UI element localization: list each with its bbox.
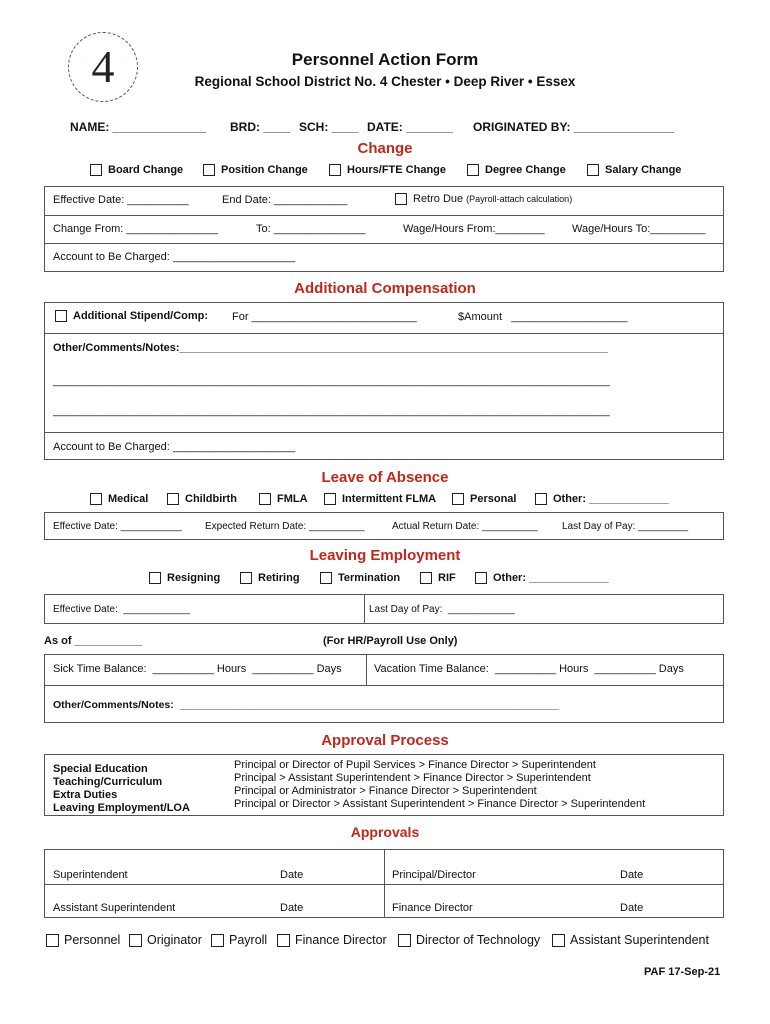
superintendent-signature[interactable]: Superintendent [53,869,128,881]
brd-field[interactable]: BRD: ____ [230,120,291,134]
leave-other-option[interactable]: Other: _____________ [535,493,669,505]
checkbox-icon[interactable] [329,164,341,176]
divider [44,243,724,244]
checkbox-icon[interactable] [129,934,142,947]
leaving-effective-date-field[interactable]: Effective Date: ____________ [53,604,191,615]
wage-hours-to-field[interactable]: Wage/Hours To:_________ [572,223,706,235]
divider [384,849,385,918]
checkbox-icon[interactable] [55,310,67,322]
form-title: Personnel Action Form [291,50,479,69]
fmla-option[interactable]: FMLA [259,493,308,505]
table-row: Teaching/Curriculum Principal > Assistant Superintendent > Finance Director > Superintendent [53,772,591,788]
board-change-option[interactable]: Board Change [90,164,183,176]
route-originator[interactable]: Originator [129,933,202,947]
sch-field[interactable]: SCH: ____ [299,120,359,134]
checkbox-icon[interactable] [240,572,252,584]
approval-process-heading: Approval Process [321,732,449,749]
sick-time-balance-field[interactable]: Sick Time Balance: __________ Hours __________ Days [53,663,342,675]
checkbox-icon[interactable] [475,572,487,584]
salary-change-option[interactable]: Salary Change [587,164,681,176]
expected-return-field[interactable]: Expected Return Date: __________ [205,521,365,532]
checkbox-icon[interactable] [90,164,102,176]
divider [364,594,365,624]
route-payroll[interactable]: Payroll [211,933,267,947]
checkbox-icon[interactable] [324,493,336,505]
personal-option[interactable]: Personal [452,493,516,505]
leaving-other-option[interactable]: Other: _____________ [475,572,609,584]
effective-date-field[interactable]: Effective Date: __________ [53,194,189,206]
divider [366,654,367,685]
resigning-option[interactable]: Resigning [149,572,220,584]
checkbox-icon[interactable] [277,934,290,947]
route-asst-superintendent[interactable]: Assistant Superintendent [552,933,709,947]
retro-due-option[interactable]: Retro Due (Payroll-attach calculation) [395,193,572,205]
change-from-field[interactable]: Change From: _______________ [53,223,219,235]
finance-director-signature[interactable]: Finance Director [392,902,473,914]
checkbox-icon[interactable] [552,934,565,947]
route-finance-director[interactable]: Finance Director [277,933,387,947]
notes-line[interactable]: ___________________________________________________________________________________________ [53,375,610,387]
change-heading: Change [357,140,413,157]
checkbox-icon[interactable] [46,934,59,947]
table-row: Extra Duties Principal or Administrator > Finance Director > Superintendent [53,785,537,801]
seal-number: 4 [91,41,115,92]
checkbox-icon[interactable] [211,934,224,947]
termination-option[interactable]: Termination [320,572,400,584]
checkbox-icon[interactable] [452,493,464,505]
checkbox-icon[interactable] [259,493,271,505]
hr-payroll-note: (For HR/Payroll Use Only) [323,635,458,647]
additional-comp-heading: Additional Compensation [294,280,476,297]
divider [44,333,724,334]
checkbox-icon[interactable] [467,164,479,176]
actual-return-field[interactable]: Actual Return Date: __________ [392,521,538,532]
originated-by-field[interactable]: ORIGINATED BY: _______________ [473,120,674,134]
divider [44,685,724,686]
table-row: Leaving Employment/LOA Principal or Director > Assistant Superintendent > Finance Director > Superintendent [53,798,646,814]
route-personnel[interactable]: Personnel [46,933,120,947]
leaving-heading: Leaving Employment [309,547,461,564]
additional-stipend-option[interactable]: Additional Stipend/Comp: [55,310,208,322]
approval-process-table [53,759,646,814]
date-field[interactable]: DATE: _______ [367,120,453,134]
additional-account-field[interactable]: Account to Be Charged: ____________________ [53,441,296,453]
checkbox-icon[interactable] [320,572,332,584]
childbirth-option[interactable]: Childbirth [167,493,237,505]
district-subtitle: Regional School District No. 4 Chester • Deep River • Essex [194,74,576,89]
medical-option[interactable]: Medical [90,493,148,505]
leave-last-day-field[interactable]: Last Day of Pay: _________ [562,521,689,532]
checkbox-icon[interactable] [420,572,432,584]
intermittent-flma-option[interactable]: Intermittent FLMA [324,493,436,505]
checkbox-icon[interactable] [398,934,411,947]
divider [44,215,724,216]
checkbox-icon[interactable] [395,193,407,205]
route-director-technology[interactable]: Director of Technology [398,933,540,947]
position-change-option[interactable]: Position Change [203,164,308,176]
leave-heading: Leave of Absence [321,469,449,486]
change-account-field[interactable]: Account to Be Charged: ____________________ [53,251,296,263]
checkbox-icon[interactable] [167,493,179,505]
form-code: PAF 17-Sep-21 [644,966,721,978]
checkbox-icon[interactable] [535,493,547,505]
table-row: Special Education Principal or Director of Pupil Services > Finance Director > Superintendent [53,759,596,775]
checkbox-icon[interactable] [149,572,161,584]
asst-superintendent-signature[interactable]: Assistant Superintendent [53,902,176,914]
end-date-field[interactable]: End Date: ____________ [222,194,348,206]
principal-signature[interactable]: Principal/Director [392,869,476,881]
wage-hours-from-field[interactable]: Wage/Hours From:________ [403,223,545,235]
leaving-last-day-field[interactable]: Last Day of Pay: ____________ [369,604,515,615]
checkbox-icon[interactable] [587,164,599,176]
as-of-field[interactable]: As of ___________ [44,635,142,647]
notes-line[interactable]: ___________________________________________________________________________________________ [53,405,610,417]
finance-director-date[interactable]: Date [620,902,644,914]
name-field[interactable]: NAME: ______________ [70,120,207,134]
asst-superintendent-date[interactable]: Date [280,902,304,914]
leave-effective-date-field[interactable]: Effective Date: ___________ [53,521,182,532]
divider [44,432,724,433]
vacation-time-balance-field[interactable]: Vacation Time Balance: __________ Hours __________ Days [374,663,684,675]
hours-fte-change-option[interactable]: Hours/FTE Change [329,164,446,176]
payroll-notes-field[interactable]: Other/Comments/Notes: _________________________________________________________________ [53,699,560,711]
checkbox-icon[interactable] [90,493,102,505]
principal-date[interactable]: Date [620,869,644,881]
stipend-amount-field[interactable]: $Amount ___________________ [458,311,628,323]
change-to-field[interactable]: To: _______________ [256,223,366,235]
approvals-heading: Approvals [350,824,420,840]
checkbox-icon[interactable] [203,164,215,176]
retiring-option[interactable]: Retiring [240,572,300,584]
additional-notes-field[interactable]: Other/Comments/Notes:______________________________________________________________________ [53,342,608,354]
superintendent-date[interactable]: Date [280,869,304,881]
rif-option[interactable]: RIF [420,572,456,584]
degree-change-option[interactable]: Degree Change [467,164,566,176]
stipend-for-field[interactable]: For ___________________________ [232,311,417,323]
